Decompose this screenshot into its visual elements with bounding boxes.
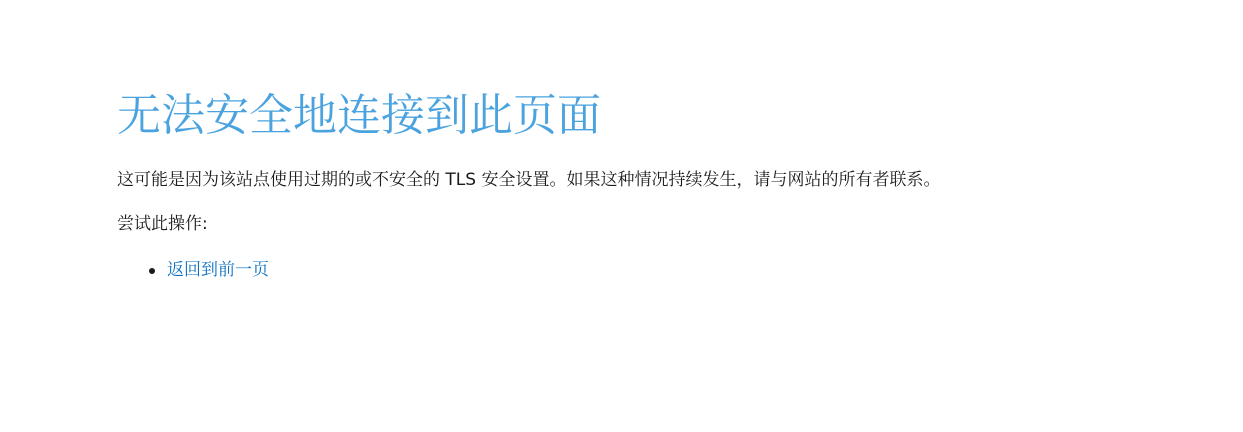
bullet-icon (149, 268, 155, 274)
error-content (117, 88, 997, 282)
go-back-link[interactable]: 返回到前一页 (167, 260, 269, 280)
try-this-label: 尝试此操作: (117, 214, 208, 234)
error-description: 这可能是因为该站点使用过期的或不安全的 TLS 安全设置。如果这种情况持续发生，请与网站的所有者联系。 (117, 170, 941, 190)
action-list (117, 258, 997, 282)
list-item (147, 258, 997, 282)
page-title: 无法安全地连接到此页面 (117, 90, 601, 141)
